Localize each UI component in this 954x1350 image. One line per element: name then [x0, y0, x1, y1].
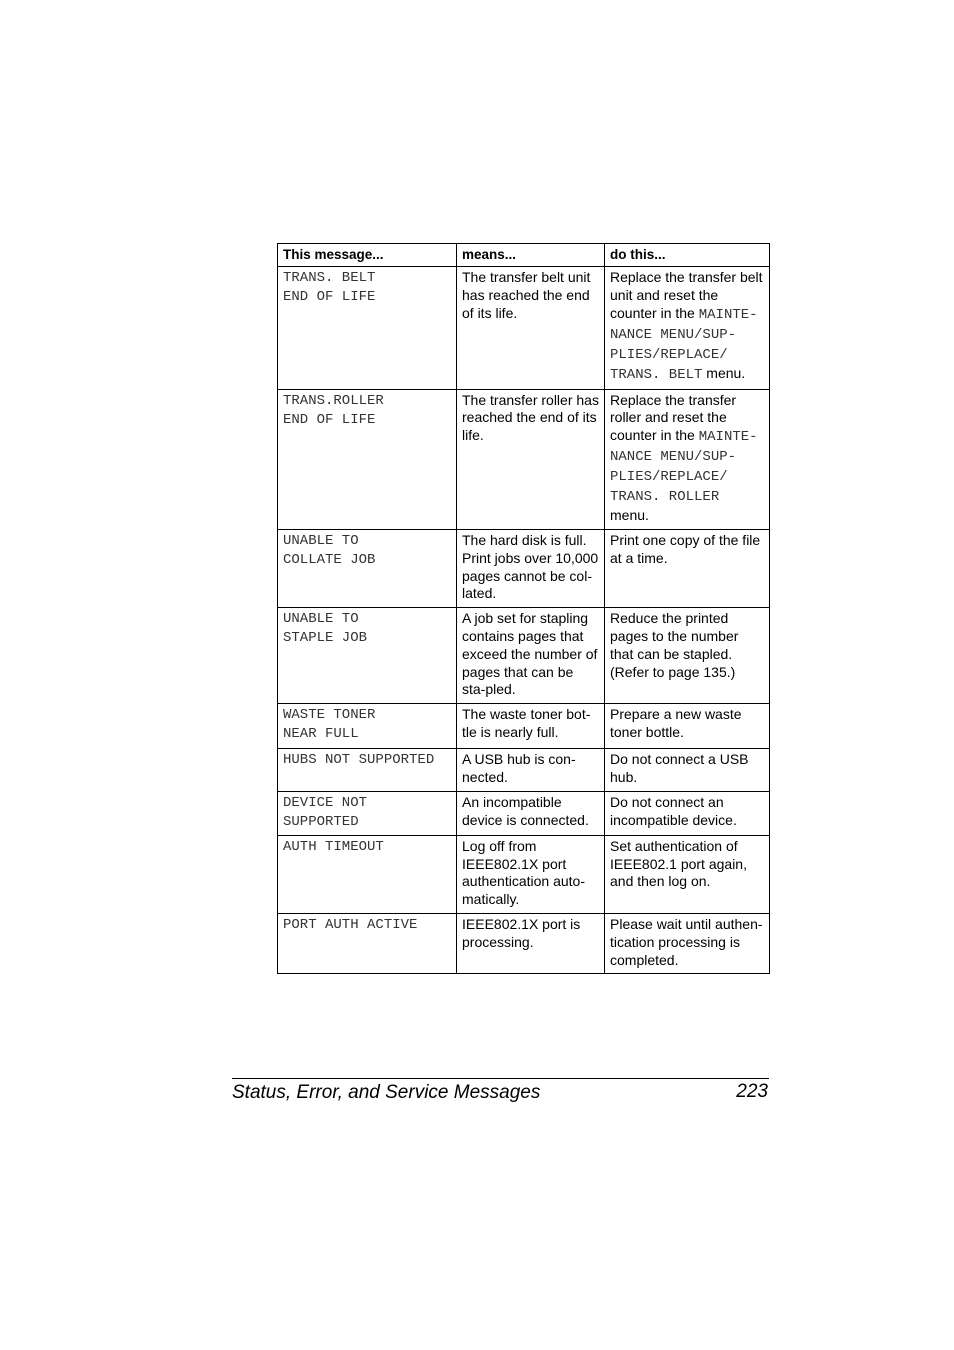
message-code: HUBS NOT SUPPORTED — [278, 749, 457, 792]
footer-divider — [232, 1078, 769, 1079]
action-text — [605, 389, 770, 529]
means-text: The transfer belt unit has reached the end of its life. — [457, 267, 605, 390]
table-row — [278, 608, 770, 704]
table-row — [278, 704, 770, 749]
table-row — [278, 267, 770, 390]
action-text: Set authentication of IEEE802.1 port again, and then log on. — [605, 835, 770, 913]
action-text — [605, 267, 770, 390]
message-table — [277, 243, 770, 974]
message-code: PORT AUTH ACTIVE — [278, 913, 457, 973]
message-code: UNABLE TO COLLATE JOB — [278, 529, 457, 607]
message-code: AUTH TIMEOUT — [278, 835, 457, 913]
table-row — [278, 835, 770, 913]
means-text: IEEE802.1X port is processing. — [457, 913, 605, 973]
message-code: UNABLE TO STAPLE JOB — [278, 608, 457, 704]
header-action: do this... — [605, 244, 770, 267]
table-row — [278, 791, 770, 835]
means-text: The transfer roller has reached the end of its life. — [457, 389, 605, 529]
means-text: Log off from IEEE802.1X port authentication auto-matically. — [457, 835, 605, 913]
footer-title: Status, Error, and Service Messages — [232, 1082, 541, 1103]
action-text: Reduce the printed pages to the number that can be stapled. (Refer to page 135.) — [605, 608, 770, 704]
means-text: An incompatible device is connected. — [457, 791, 605, 835]
means-text: The waste toner bot-tle is nearly full. — [457, 704, 605, 749]
header-message: This message... — [278, 244, 457, 267]
message-code: WASTE TONER NEAR FULL — [278, 704, 457, 749]
message-code: TRANS.ROLLER END OF LIFE — [278, 389, 457, 529]
table-row — [278, 389, 770, 529]
action-pre: Replace the transfer roller and reset the counter in the — [610, 391, 737, 444]
message-code: TRANS. BELT END OF LIFE — [278, 267, 457, 390]
table-row — [278, 749, 770, 792]
means-text: A job set for stapling contains pages that exceed the number of pages that can be sta-pled. — [457, 608, 605, 704]
menu-path: MAINTE- NANCE MENU/SUP- PLIES/REPLACE/ TRANS. ROLLER — [610, 429, 758, 506]
action-text: Do not connect an incompatible device. — [605, 791, 770, 835]
action-post: menu. — [702, 364, 746, 381]
action-text: Prepare a new waste toner bottle. — [605, 704, 770, 749]
menu-path: MAINTE- NANCE MENU/SUP- PLIES/REPLACE/ TRANS. BELT — [610, 306, 758, 383]
action-text: Print one copy of the file at a time. — [605, 529, 770, 607]
page-number: 223 — [736, 1081, 768, 1102]
table-row — [278, 913, 770, 973]
action-text: Please wait until authen-tication processing is completed. — [605, 913, 770, 973]
message-code: DEVICE NOT SUPPORTED — [278, 791, 457, 835]
action-post: menu. — [610, 507, 649, 524]
table-header-row — [278, 244, 770, 267]
action-pre: Replace the transfer belt unit and reset the counter in the — [610, 269, 763, 321]
means-text: A USB hub is con-nected. — [457, 749, 605, 792]
table-row — [278, 529, 770, 607]
header-means: means... — [457, 244, 605, 267]
means-text: The hard disk is full. Print jobs over 10,000 pages cannot be col-lated. — [457, 529, 605, 607]
action-text: Do not connect a USB hub. — [605, 749, 770, 792]
